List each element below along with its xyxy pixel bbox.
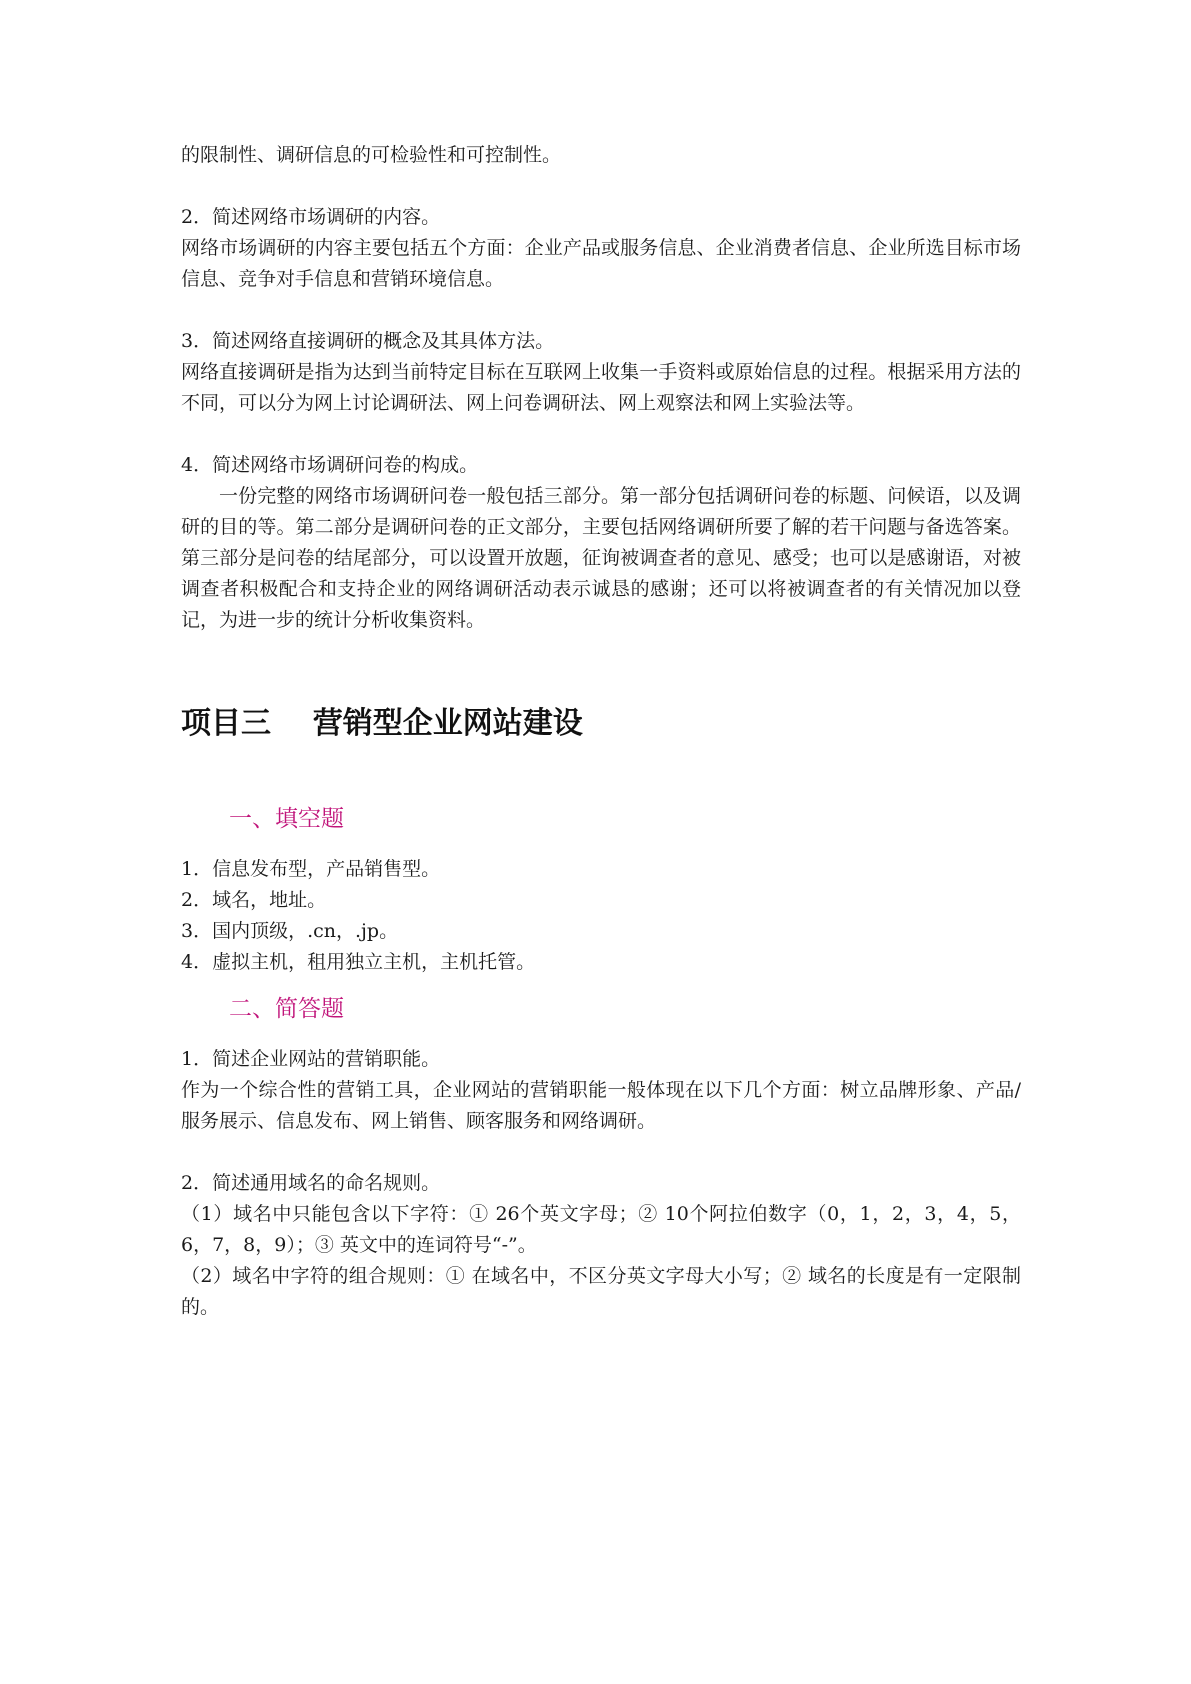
question-4-title: 4．简述网络市场调研问卷的构成。: [181, 454, 479, 476]
question-3-answer: 网络直接调研是指为达到当前特定目标在互联网上收集一手资料或原始信息的过程。根据采用方法的不同，可以分为网上讨论调研法、网上问卷调研法、网上观察法和网上实验法等。: [181, 361, 1021, 414]
fill-in-section-heading: 一、填空题: [229, 806, 344, 832]
project-heading: 项目三 营销型企业网站建设: [181, 706, 583, 741]
document-page: [181, 140, 1021, 1323]
question-2-title: 2．简述网络市场调研的内容。: [181, 206, 441, 228]
question-3-title: 3．简述网络直接调研的概念及其具体方法。: [181, 330, 555, 352]
short-answer-section-heading: 二、简答题: [229, 996, 344, 1022]
question-2-answer: 网络市场调研的内容主要包括五个方面：企业产品或服务信息、企业消费者信息、企业所选目标市场信息、竞争对手信息和营销环境信息。: [181, 237, 1021, 290]
short-question-1-answer: 作为一个综合性的营销工具，企业网站的营销职能一般体现在以下几个方面：树立品牌形象、产品/服务展示、信息发布、网上销售、顾客服务和网络调研。: [181, 1079, 1021, 1132]
domain-rule-2: （2）域名中字符的组合规则：① 在域名中，不区分英文字母大小写；② 域名的长度是有一定限制的。: [181, 1265, 1021, 1318]
fill-in-answer-3: 3．国内顶级，.cn，.jp。: [181, 920, 399, 942]
question-4-answer: 一份完整的网络市场调研问卷一般包括三部分。第一部分包括调研问卷的标题、问候语，以及调研的目的等。第二部分是调研问卷的正文部分，主要包括网络调研所要了解的若干问题与备选答案。第三部分是问卷的结尾部分，可以设置开放题，征询被调查者的意见、感受；也可以是感谢语，对被调查者积极配合和支持企业的网络调研活动表示诚恳的感谢；还可以将被调查者的有关情况加以登记，为进一步的统计分析收集资料。: [181, 485, 1021, 631]
fill-in-answer-1: 1．信息发布型，产品销售型。: [181, 858, 441, 880]
fill-in-answer-2: 2．域名，地址。: [181, 889, 327, 911]
short-question-1-title: 1．简述企业网站的营销职能。: [181, 1048, 441, 1070]
short-question-2-title: 2．简述通用域名的命名规则。: [181, 1172, 441, 1194]
continued-paragraph: 的限制性、调研信息的可检验性和可控制性。: [181, 144, 562, 166]
fill-in-answer-4: 4．虚拟主机，租用独立主机，主机托管。: [181, 951, 536, 973]
domain-rule-1: （1）域名中只能包含以下字符：① 26个英文字母；② 10个阿拉伯数字（0，1，2，3，4，5，6，7，8，9）；③ 英文中的连词符号“-”。: [181, 1203, 1021, 1256]
